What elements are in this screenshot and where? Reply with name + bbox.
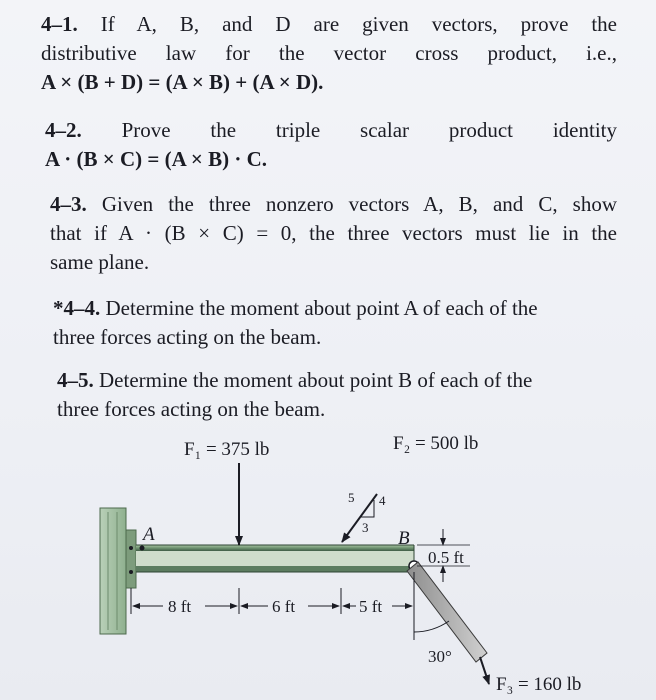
dim-05ft-label: 0.5 ft	[428, 548, 464, 567]
problem-text-line3: same plane.	[50, 250, 150, 274]
slope-5-label: 5	[348, 490, 355, 505]
problem-number: 4–3.	[50, 192, 87, 216]
problem-text-line1: If A, B, and D are given vectors, prove the	[100, 12, 618, 36]
point-a-label: A	[143, 524, 155, 545]
dim-5ft-label: 5 ft	[359, 597, 383, 616]
problem-equation: A · (B × C) = (A × B) · C.	[45, 147, 267, 171]
angle-30-label: 30°	[428, 647, 452, 666]
wall-support	[100, 508, 136, 634]
force-f1-label: F₁ = 375 lb	[184, 439, 270, 460]
force-f2	[342, 433, 478, 542]
force-f3	[407, 562, 581, 695]
force-f1	[184, 439, 269, 545]
problem-number: 4–1.	[41, 12, 78, 36]
problem-number: 4–2.	[45, 118, 82, 142]
force-f3-label: F₃ = 160 lb	[496, 674, 582, 695]
slope-4-label: 4	[379, 493, 386, 508]
angle-arc	[414, 621, 449, 632]
point-b-label: B	[398, 528, 410, 549]
problem-text-line1: Determine the moment about point A of each of the	[105, 296, 538, 320]
problem-text-line1: Prove the triple scalar product identity	[121, 118, 617, 142]
problem-text-line2: three forces acting on the beam.	[57, 397, 326, 421]
dim-6ft-label: 6 ft	[272, 597, 296, 616]
force-f2-label: F₂ = 500 lb	[393, 433, 479, 454]
dim-horizontal	[131, 588, 414, 616]
problem-text-line2: three forces acting on the beam.	[53, 325, 322, 349]
problem-equation: A × (B + D) = (A × B) + (A × D).	[41, 70, 324, 94]
slope-3-label: 3	[362, 520, 369, 535]
problem-number: 4–5.	[57, 368, 94, 392]
problem-text-line1: Given the three nonzero vectors A, B, and C, show	[101, 192, 617, 216]
problem-text-line1: Determine the moment about point B of each of the	[99, 368, 533, 392]
dim-8ft-label: 8 ft	[168, 597, 192, 616]
problem-text-line2: distributive law for the vector cross product, i.e.,	[41, 41, 617, 65]
force-f3-arrow	[480, 657, 489, 684]
beam	[136, 545, 414, 572]
problem-number: *4–4.	[53, 296, 101, 320]
problem-text-line2: that if A · (B × C) = 0, the three vectors must lie in the	[50, 221, 617, 245]
point-a-marker	[140, 546, 145, 551]
